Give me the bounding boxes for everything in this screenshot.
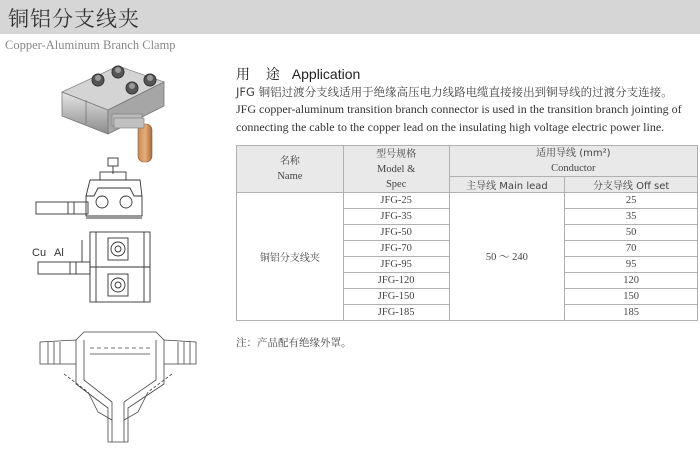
name-header: 名称 Name	[237, 146, 344, 193]
offset-cell: 70	[565, 241, 698, 257]
al-label: Al	[54, 247, 64, 259]
model-header: 型号规格 Model & Spec	[343, 146, 449, 193]
offset-cell: 50	[565, 225, 698, 241]
offset-cell: 150	[565, 289, 698, 305]
note-text: 注：产品配有绝缘外罩。	[236, 337, 352, 349]
application-description-en: JFG copper-aluminum transition branch connector is used in the transition branch jointing of connecting the cable to the copper lead on the insulating high voltage electric power line.	[236, 102, 682, 134]
offset-cell: 95	[565, 257, 698, 273]
main-lead-header: 主导线 Main lead	[449, 177, 565, 193]
cu-label: Cu	[32, 247, 47, 259]
model-cell: JFG-35	[343, 209, 449, 225]
spec-table	[236, 145, 698, 321]
page-title: 铜铝分支线夹	[8, 7, 140, 31]
cover-drawing	[28, 324, 208, 452]
offset-header: 分支导线 Off set	[565, 177, 698, 193]
conductor-header: 适用导线 (mm²) Conductor	[449, 146, 697, 177]
main-lead-cell: 50 ～ 240	[449, 193, 565, 321]
model-cell: JFG-185	[343, 305, 449, 321]
offset-cell: 185	[565, 305, 698, 321]
model-cell: JFG-50	[343, 225, 449, 241]
model-cell: JFG-150	[343, 289, 449, 305]
model-cell: JFG-120	[343, 273, 449, 289]
model-cell: JFG-70	[343, 241, 449, 257]
application-heading	[236, 64, 360, 84]
application-heading-en: Application	[291, 66, 361, 82]
offset-cell: 25	[565, 193, 698, 209]
application-heading-cn: 用 途	[236, 66, 286, 82]
page-subtitle: Copper-Aluminum Branch Clamp	[5, 38, 176, 52]
front-view-drawing	[30, 156, 160, 226]
side-view-drawing	[30, 226, 160, 316]
application-description-cn: JFG 铜铝过渡分支线适用于绝缘高压电力线路电缆直接接出到铜导线的过渡分支连接。	[236, 85, 673, 99]
product-name-cell: 铜铝分支线夹	[237, 193, 344, 321]
offset-cell: 35	[565, 209, 698, 225]
model-cell: JFG-25	[343, 193, 449, 209]
product-photo	[40, 52, 180, 164]
table-row	[237, 193, 698, 209]
model-cell: JFG-95	[343, 257, 449, 273]
title-bar	[0, 0, 700, 34]
offset-cell: 120	[565, 273, 698, 289]
